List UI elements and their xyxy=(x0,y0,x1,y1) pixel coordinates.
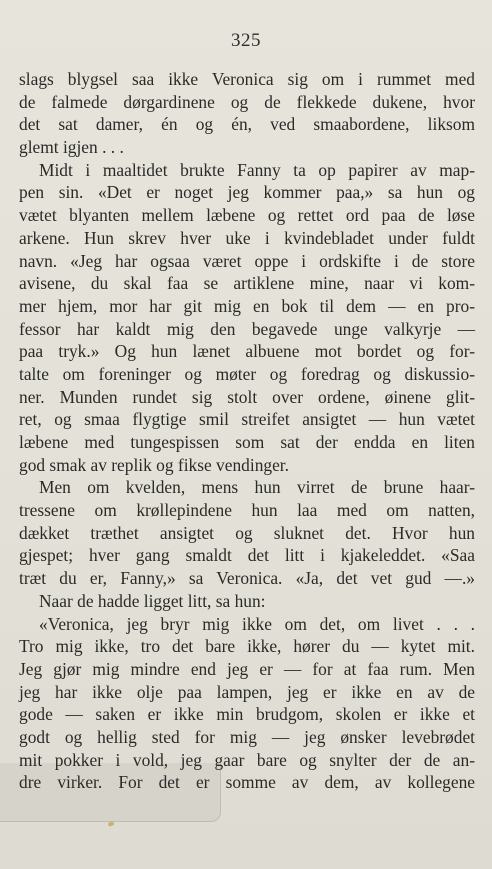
text-line: Midt i maaltidet brukte Fanny ta op papirer av map- xyxy=(39,159,475,180)
text-line: mit pokker i vold, jeg gaar bare og snylter der de an- xyxy=(19,749,475,770)
text-line: træt du er, Fanny,» sa Veronica. «Ja, det vet gud —.» xyxy=(19,568,475,589)
text-line: paa tryk.» Og hun lænet albuene mot bordet og for- xyxy=(19,341,475,362)
text-line: læbene med tungespissen som sat der endda en liten xyxy=(19,432,475,452)
text-line: Jeg gjør mig mindre end jeg er — for at faa rum. Men xyxy=(19,658,475,679)
text-line: det sat damer, én og én, ved smaabordene, liksom xyxy=(19,114,475,135)
text-line: mer hjem, mor har git mig en bok til dem — en pro- xyxy=(19,295,475,316)
text-line: navn. «Jeg har ogsaa været oppe i ordskifte i de store xyxy=(19,250,475,271)
page-number: 325 xyxy=(231,30,261,51)
text-line: ner. Munden rundet sig stolt over ordene, øinene glit- xyxy=(19,386,475,407)
text-line: talte om foreninger og møter og foredrag og diskussio- xyxy=(19,363,475,384)
ink-spot xyxy=(107,821,114,827)
text-line: de falmede dørgardinene og de flekkede dukene, hvor xyxy=(19,91,475,112)
text-line: fessor har kaldt mig den begavede unge valkyrje — xyxy=(19,318,475,339)
text-line: ret, og smaa flygtige smil streifet ansigtet — hun vætet xyxy=(19,409,475,430)
text-line: slags blygsel saa ikke Veronica sig om i rummet med xyxy=(19,69,475,89)
text-line: avisene, du skal faa se artiklene mine, naar vi kom- xyxy=(19,273,475,294)
text-line: pen sin. «Det er noget jeg kommer paa,» sa hun og xyxy=(19,182,475,203)
text-line: Naar de hadde ligget litt, sa hun: xyxy=(39,590,266,611)
text-line: glemt igjen . . . xyxy=(19,137,124,158)
text-line: Men om kvelden, mens hun virret de brune haar- xyxy=(39,477,475,498)
text-line: vætet blyanten mellem læbene og rettet ord paa de løse xyxy=(19,205,475,226)
text-line: jeg har ikke olje paa lampen, jeg er ikke en av de xyxy=(19,681,475,702)
text-line: dre virker. For det er somme av dem, av kollegene xyxy=(19,772,475,793)
text-line: arkene. Hun skrev hver uke i kvindebladet under fuldt xyxy=(19,227,475,248)
text-line: «Veronica, jeg bryr mig ikke om det, om livet . . . xyxy=(39,613,475,634)
text-line: gjespet; hver gang smaldt det litt i kjakeleddet. «Saa xyxy=(19,545,475,566)
text-line: dækket træthet ansigtet og sluknet det. Hvor hun xyxy=(19,522,475,543)
text-line: god smak av replik og fikse vendinger. xyxy=(19,454,289,475)
text-line: godt og hellig sted for mig — jeg ønsker levebrødet xyxy=(19,726,475,747)
text-line: Tro mig ikke, tro det bare ikke, hører du — kytet mit. xyxy=(19,636,475,657)
body-text xyxy=(19,68,475,794)
text-line: gode — saken er ikke min brudgom, skolen er ikke et xyxy=(19,704,475,725)
text-line: tressene om krøllepindene hun laa med om natten, xyxy=(19,500,475,521)
